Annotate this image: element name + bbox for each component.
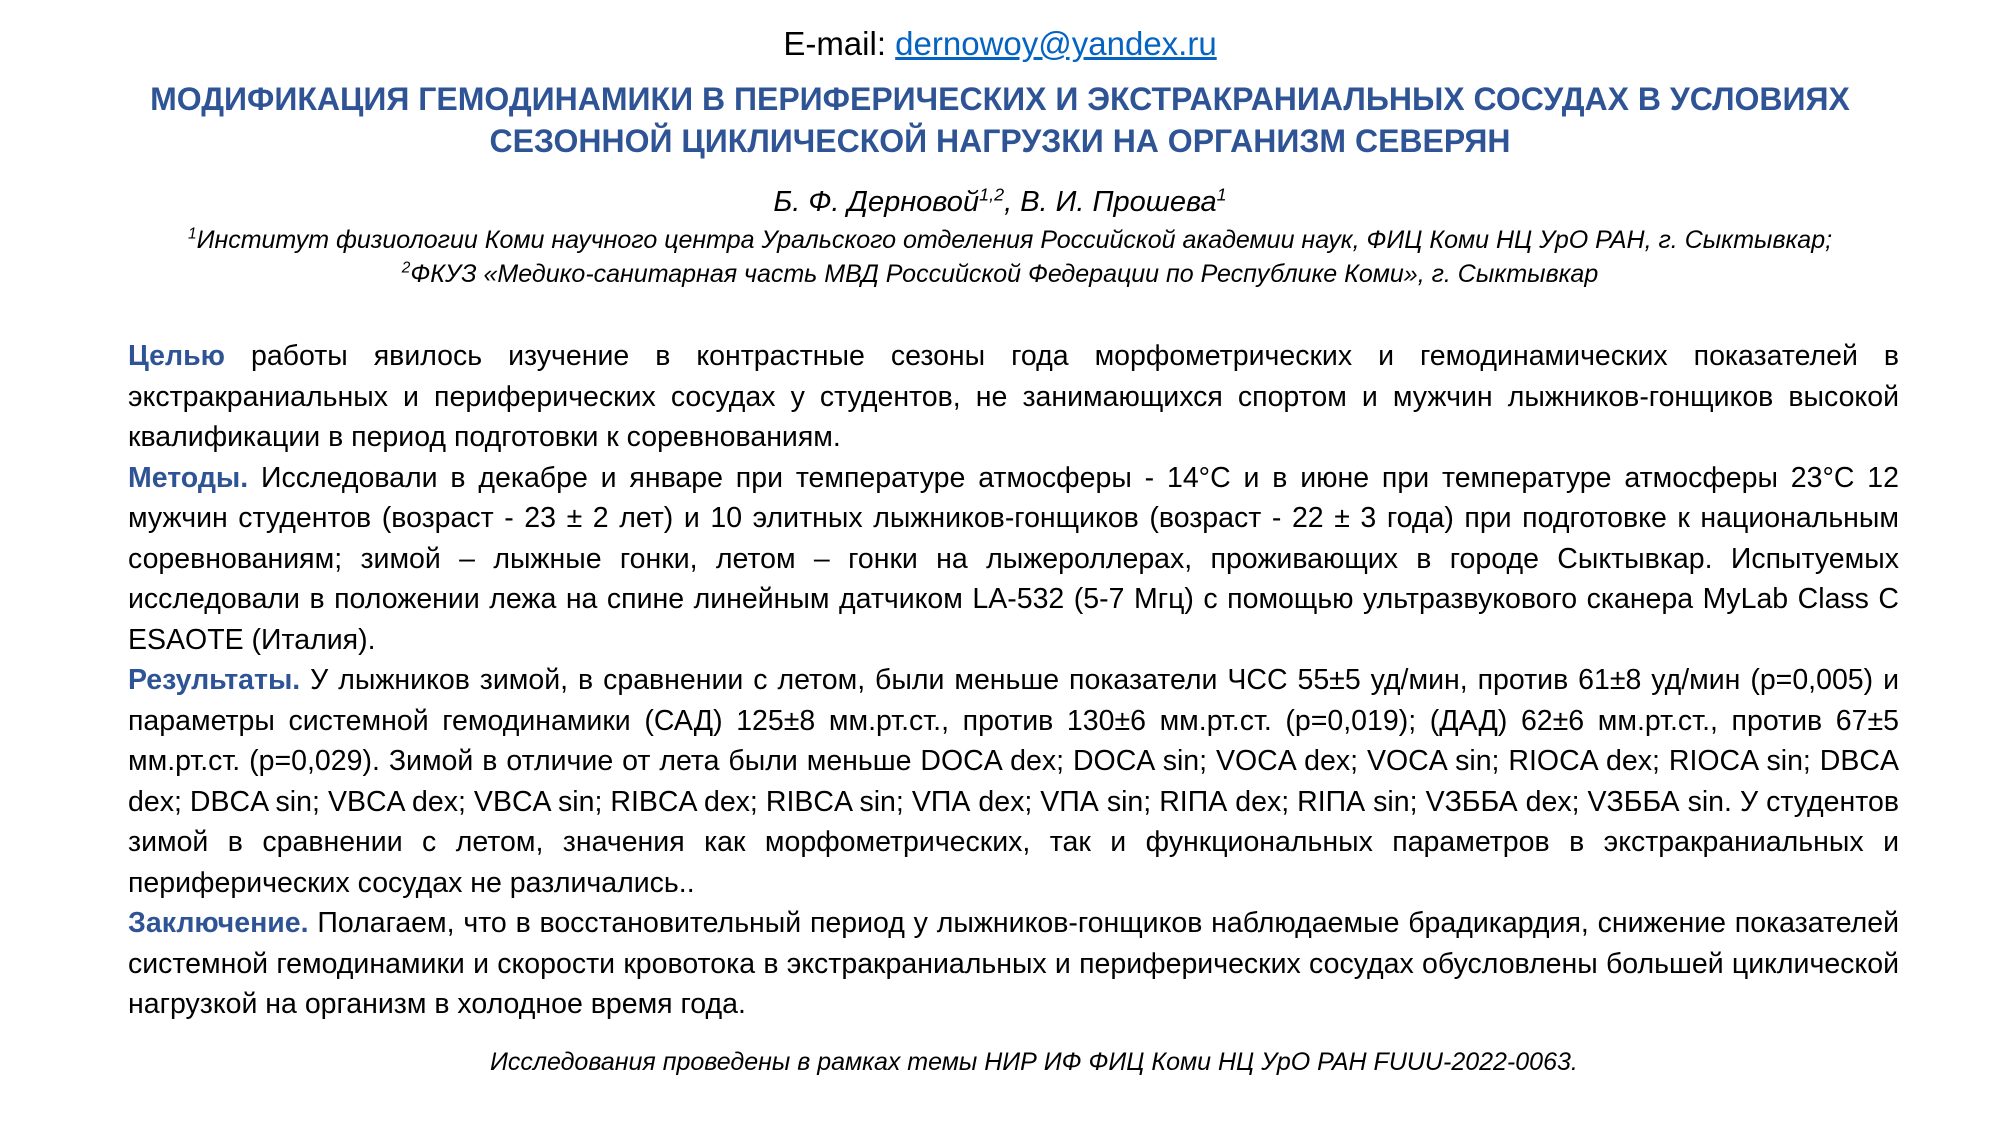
email-line bbox=[0, 22, 2000, 66]
conclusion-paragraph bbox=[128, 903, 1899, 1025]
goal-paragraph bbox=[128, 336, 1899, 458]
goal-label: Целью bbox=[128, 340, 225, 372]
author-separator: , bbox=[1004, 186, 1021, 218]
email-label: E-mail: bbox=[783, 25, 886, 62]
authors-line bbox=[0, 183, 2000, 221]
page-title bbox=[100, 78, 1900, 162]
author-2-affiliation-marker: 1 bbox=[1216, 184, 1227, 205]
results-paragraph bbox=[128, 660, 1899, 903]
methods-paragraph bbox=[128, 458, 1899, 661]
author-1-affiliation-marker: 1,2 bbox=[979, 184, 1005, 205]
author-2: В. И. Прошева bbox=[1020, 186, 1217, 218]
affiliation-2-text: ФКУЗ «Медико-санитарная часть МВД Российской Федерации по Республике Коми», г. Сыктывкар bbox=[410, 260, 1599, 288]
affiliation-2 bbox=[0, 257, 2000, 291]
conclusion-text: Полагаем, что в восстановительный период у лыжников-гонщиков наблюдаемые брадикардия, снижение показателей системной гемодинамики и скорости кровотока в экстракраниальных и периферических сосудах обусловлены большей циклической нагрузкой на организм в холодное время года. bbox=[128, 907, 1899, 1020]
affiliation-1-text: Институт физиологии Коми научного центра Уральского отделения Российской академии наук, ФИЦ Коми НЦ УрО РАН, г. Сыктывкар; bbox=[196, 226, 1833, 254]
title-line-1: МОДИФИКАЦИЯ ГЕМОДИНАМИКИ В ПЕРИФЕРИЧЕСКИХ И ЭКСТРАКРАНИАЛЬНЫХ СОСУДАХ В УСЛОВИЯХ bbox=[150, 81, 1850, 117]
results-label: Результаты. bbox=[128, 664, 301, 696]
methods-label: Методы. bbox=[128, 461, 249, 494]
conclusion-label: Заключение. bbox=[128, 907, 309, 939]
author-1: Б. Ф. Дерновой bbox=[773, 186, 980, 218]
funding-note: Исследования проведены в рамках темы НИР ИФ ФИЦ Коми НЦ УрО РАН FUUU-2022-0063. bbox=[490, 1048, 1578, 1076]
affiliation-1-marker: 1 bbox=[187, 225, 197, 243]
abstract-body bbox=[128, 336, 1899, 1025]
title-line-2: СЕЗОННОЙ ЦИКЛИЧЕСКОЙ НАГРУЗКИ НА ОРГАНИЗМ СЕВЕРЯН bbox=[489, 123, 1511, 159]
methods-text: Исследовали в декабре и январе при температуре атмосферы - 14°С и в июне при температуре атмосферы 23°С 12 мужчин студентов (возраст - 23 ± 2 лет) и 10 элитных лыжников-гонщиков (возраст - 22 ± 3 года) при подготовке к национальным соревнованиям; зимой – лыжные гонки, летом – гонки на лыжероллерах, проживающих в городе Сыктывкар. Испытуемых исследовали в положении лежа на спине линейным датчиком LA-532 (5-7 Мгц) с помощью ультразвукового сканера MyLab Class C ESAOTE (Италия). bbox=[128, 461, 1899, 656]
goal-text: работы явилось изучение в контрастные сезоны года морфометрических и гемодинамических показателей в экстракраниальных и периферических сосудах у студентов, не занимающихся спортом и мужчин лыжников-гонщиков высокой квалификации в период подготовки к соревнованиям. bbox=[128, 340, 1899, 453]
results-text: У лыжников зимой, в сравнении с летом, были меньше показатели ЧСС 55±5 уд/мин, против 61±8 уд/мин (р=0,005) и параметры системной гемодинамики (САД) 125±8 мм.рт.ст., против 130±6 мм.рт.ст. (р=0,019); (ДАД) 62±6 мм.рт.ст., против 67±5 мм.рт.ст. (р=0,029). Зимой в отличие от лета были меньше DOCA dex; DOCA sin; VOCA dex; VOCA sin; RIOCA dex; RIOCA sin; DBCA dex; DBCA sin; VBCA dex; VBCA sin; RIBCA dex; RIBCA sin; VПА dex; VПА sin; RIПА dex; RIПА sin; VЗББА dex; VЗББА sin. У студентов зимой в сравнении с летом, значения как морфометрических, так и функциональных параметров в экстракраниальных и периферических сосудах не различались.. bbox=[128, 664, 1899, 899]
affiliation-2-marker: 2 bbox=[401, 259, 411, 277]
email-link[interactable]: dernowoy@yandex.ru bbox=[895, 25, 1217, 62]
affiliation-1 bbox=[0, 223, 2000, 257]
